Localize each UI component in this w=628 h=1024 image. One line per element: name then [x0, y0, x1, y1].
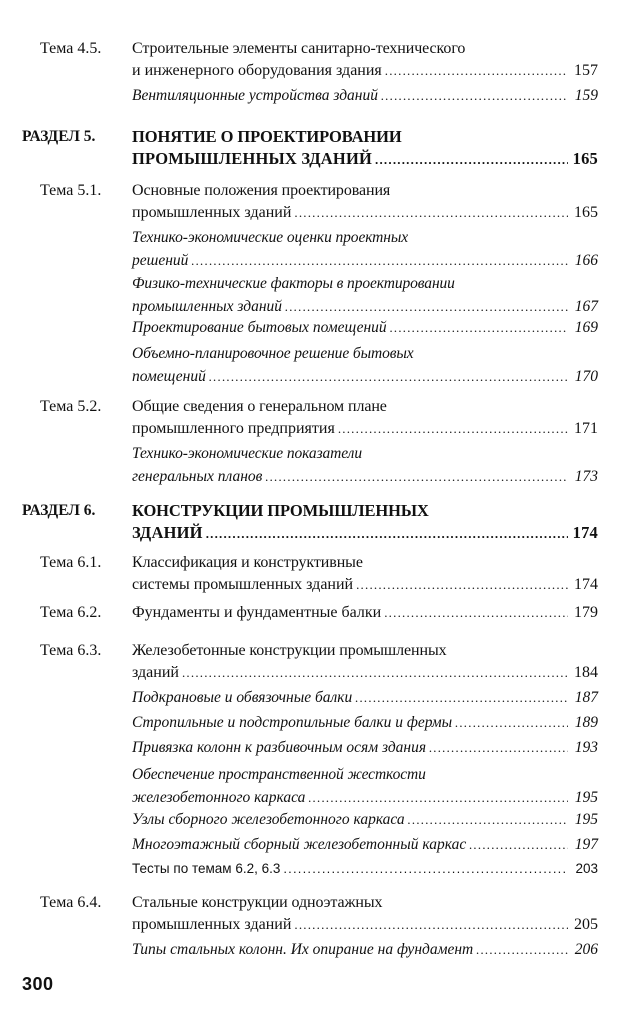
entry-title [132, 858, 598, 880]
entry-title [132, 736, 598, 759]
entry-title [132, 892, 598, 936]
entry-title [132, 808, 598, 831]
topic-label: Тема 5.1. [40, 182, 102, 199]
page-ref: 174 [574, 576, 598, 593]
title-line: зданий [132, 664, 179, 681]
title-line: Многоэтажный сборный железобетонный каркас [132, 836, 467, 853]
title-line: железобетонного каркаса [132, 789, 306, 806]
title-line: Вентиляционные устройства зданий [132, 87, 378, 104]
dot-leader [385, 60, 568, 82]
title-line: решений [132, 252, 189, 269]
dot-leader [338, 418, 568, 440]
title-line: ЗДАНИЙ [132, 523, 203, 542]
dot-leader [308, 786, 568, 809]
page-ref: 195 [574, 811, 598, 828]
title-line: Технико-экономические оценки проектных [132, 229, 409, 246]
topic-label: Тема 4.5. [40, 40, 102, 57]
section-label: РАЗДЕЛ 6. [22, 502, 96, 519]
topic-label: Тема 6.2. [40, 604, 102, 621]
title-line: Физико-технические факторы в проектировании [132, 275, 455, 292]
entry-title [132, 640, 598, 684]
entry-title [132, 38, 598, 82]
entry-title [132, 316, 598, 339]
page-ref: 159 [574, 87, 598, 104]
entry-title [132, 226, 598, 272]
entry-title [132, 272, 598, 318]
page-ref: 170 [574, 368, 598, 385]
page-ref: 184 [574, 664, 598, 681]
title-line: Проектирование бытовых помещений [132, 319, 387, 336]
title-line: Привязка колонн к разбивочным осям здания [132, 739, 427, 756]
title-line: и инженерного оборудования здания [132, 62, 382, 79]
topic-label: Тема 6.1. [40, 554, 102, 571]
entry-title [132, 763, 598, 809]
page-ref: 203 [575, 861, 598, 876]
page-ref: 166 [574, 252, 598, 269]
entry-title [132, 711, 598, 734]
title-line: Строительные элементы санитарно-технического [132, 40, 466, 57]
page-ref: 195 [574, 789, 598, 806]
dot-leader [384, 602, 568, 624]
title-line: промышленных зданий [132, 204, 292, 221]
entry-title [132, 833, 598, 856]
dot-leader [209, 365, 568, 388]
page-ref: 206 [574, 941, 598, 958]
page-ref: 173 [574, 468, 598, 485]
title-line: Стропильные и подстропильные балки и фермы [132, 714, 453, 731]
page-number: 300 [22, 974, 54, 994]
title-line: КОНСТРУКЦИИ ПРОМЫШЛЕННЫХ [132, 501, 429, 520]
page-ref: 187 [574, 689, 598, 706]
dot-leader [283, 858, 568, 880]
dot-leader [469, 833, 568, 856]
title-line: ПОНЯТИЕ О ПРОЕКТИРОВАНИИ [132, 127, 402, 146]
dot-leader [355, 686, 568, 709]
page-ref: 171 [574, 420, 598, 437]
entry-title [132, 342, 598, 388]
topic-label: Тема 6.4. [40, 894, 102, 911]
entry-title [132, 442, 598, 488]
title-line: Основные положения проектирования [132, 182, 391, 199]
entry-title [132, 180, 598, 224]
title-line: промышленных зданий [132, 916, 292, 933]
title-line: Фундаменты и фундаментные балки [132, 604, 382, 621]
title-line: промышленных зданий [132, 298, 283, 315]
title-line: Тесты по темам 6.2, 6.3 [132, 861, 281, 876]
page-ref: 174 [572, 523, 598, 542]
entry-title [132, 938, 598, 961]
title-line: Обеспечение пространственной жесткости [132, 766, 426, 783]
entry-title [132, 396, 598, 440]
entry-title [132, 552, 598, 596]
dot-leader [191, 249, 568, 272]
page-ref: 165 [574, 204, 598, 221]
dot-leader [408, 808, 568, 831]
page-ref: 205 [574, 916, 598, 933]
dot-leader [455, 711, 568, 734]
title-line: Железобетонные конструкции промышленных [132, 642, 447, 659]
dot-leader [182, 662, 568, 684]
dot-leader [375, 149, 568, 171]
entry-title [132, 602, 598, 624]
dot-leader [476, 938, 568, 961]
page-ref: 179 [574, 604, 598, 621]
dot-leader [285, 295, 568, 318]
dot-leader [265, 465, 568, 488]
page-ref: 193 [574, 739, 598, 756]
title-line: Классификация и конструктивные [132, 554, 363, 571]
title-line: Общие сведения о генеральном плане [132, 398, 387, 415]
title-line: генеральных планов [132, 468, 263, 485]
title-line: Типы стальных колонн. Их опирание на фундамент [132, 941, 474, 958]
dot-leader [206, 523, 568, 545]
entry-title [132, 500, 598, 544]
page-ref: 189 [574, 714, 598, 731]
title-line: Узлы сборного железобетонного каркаса [132, 811, 405, 828]
entry-title [132, 84, 598, 107]
dot-leader [429, 736, 568, 759]
title-line: Технико-экономические показатели [132, 445, 362, 462]
entry-title [132, 686, 598, 709]
dot-leader [390, 316, 568, 339]
topic-label: Тема 5.2. [40, 398, 102, 415]
title-line: Подкрановые и обвязочные балки [132, 689, 353, 706]
title-line: Стальные конструкции одноэтажных [132, 894, 383, 911]
dot-leader [356, 574, 568, 596]
dot-leader [294, 202, 568, 224]
page-ref: 167 [574, 298, 598, 315]
entry-title [132, 126, 598, 170]
title-line: Объемно-планировочное решение бытовых [132, 345, 414, 362]
title-line: ПРОМЫШЛЕННЫХ ЗДАНИЙ [132, 149, 373, 168]
title-line: помещений [132, 368, 206, 385]
page-ref: 197 [574, 836, 598, 853]
page-ref: 169 [574, 319, 598, 336]
page-ref: 157 [574, 62, 598, 79]
page-ref: 165 [572, 149, 598, 168]
section-label: РАЗДЕЛ 5. [22, 128, 96, 145]
title-line: промышленного предприятия [132, 420, 335, 437]
title-line: системы промышленных зданий [132, 576, 354, 593]
topic-label: Тема 6.3. [40, 642, 102, 659]
dot-leader [294, 914, 568, 936]
dot-leader [381, 84, 568, 107]
